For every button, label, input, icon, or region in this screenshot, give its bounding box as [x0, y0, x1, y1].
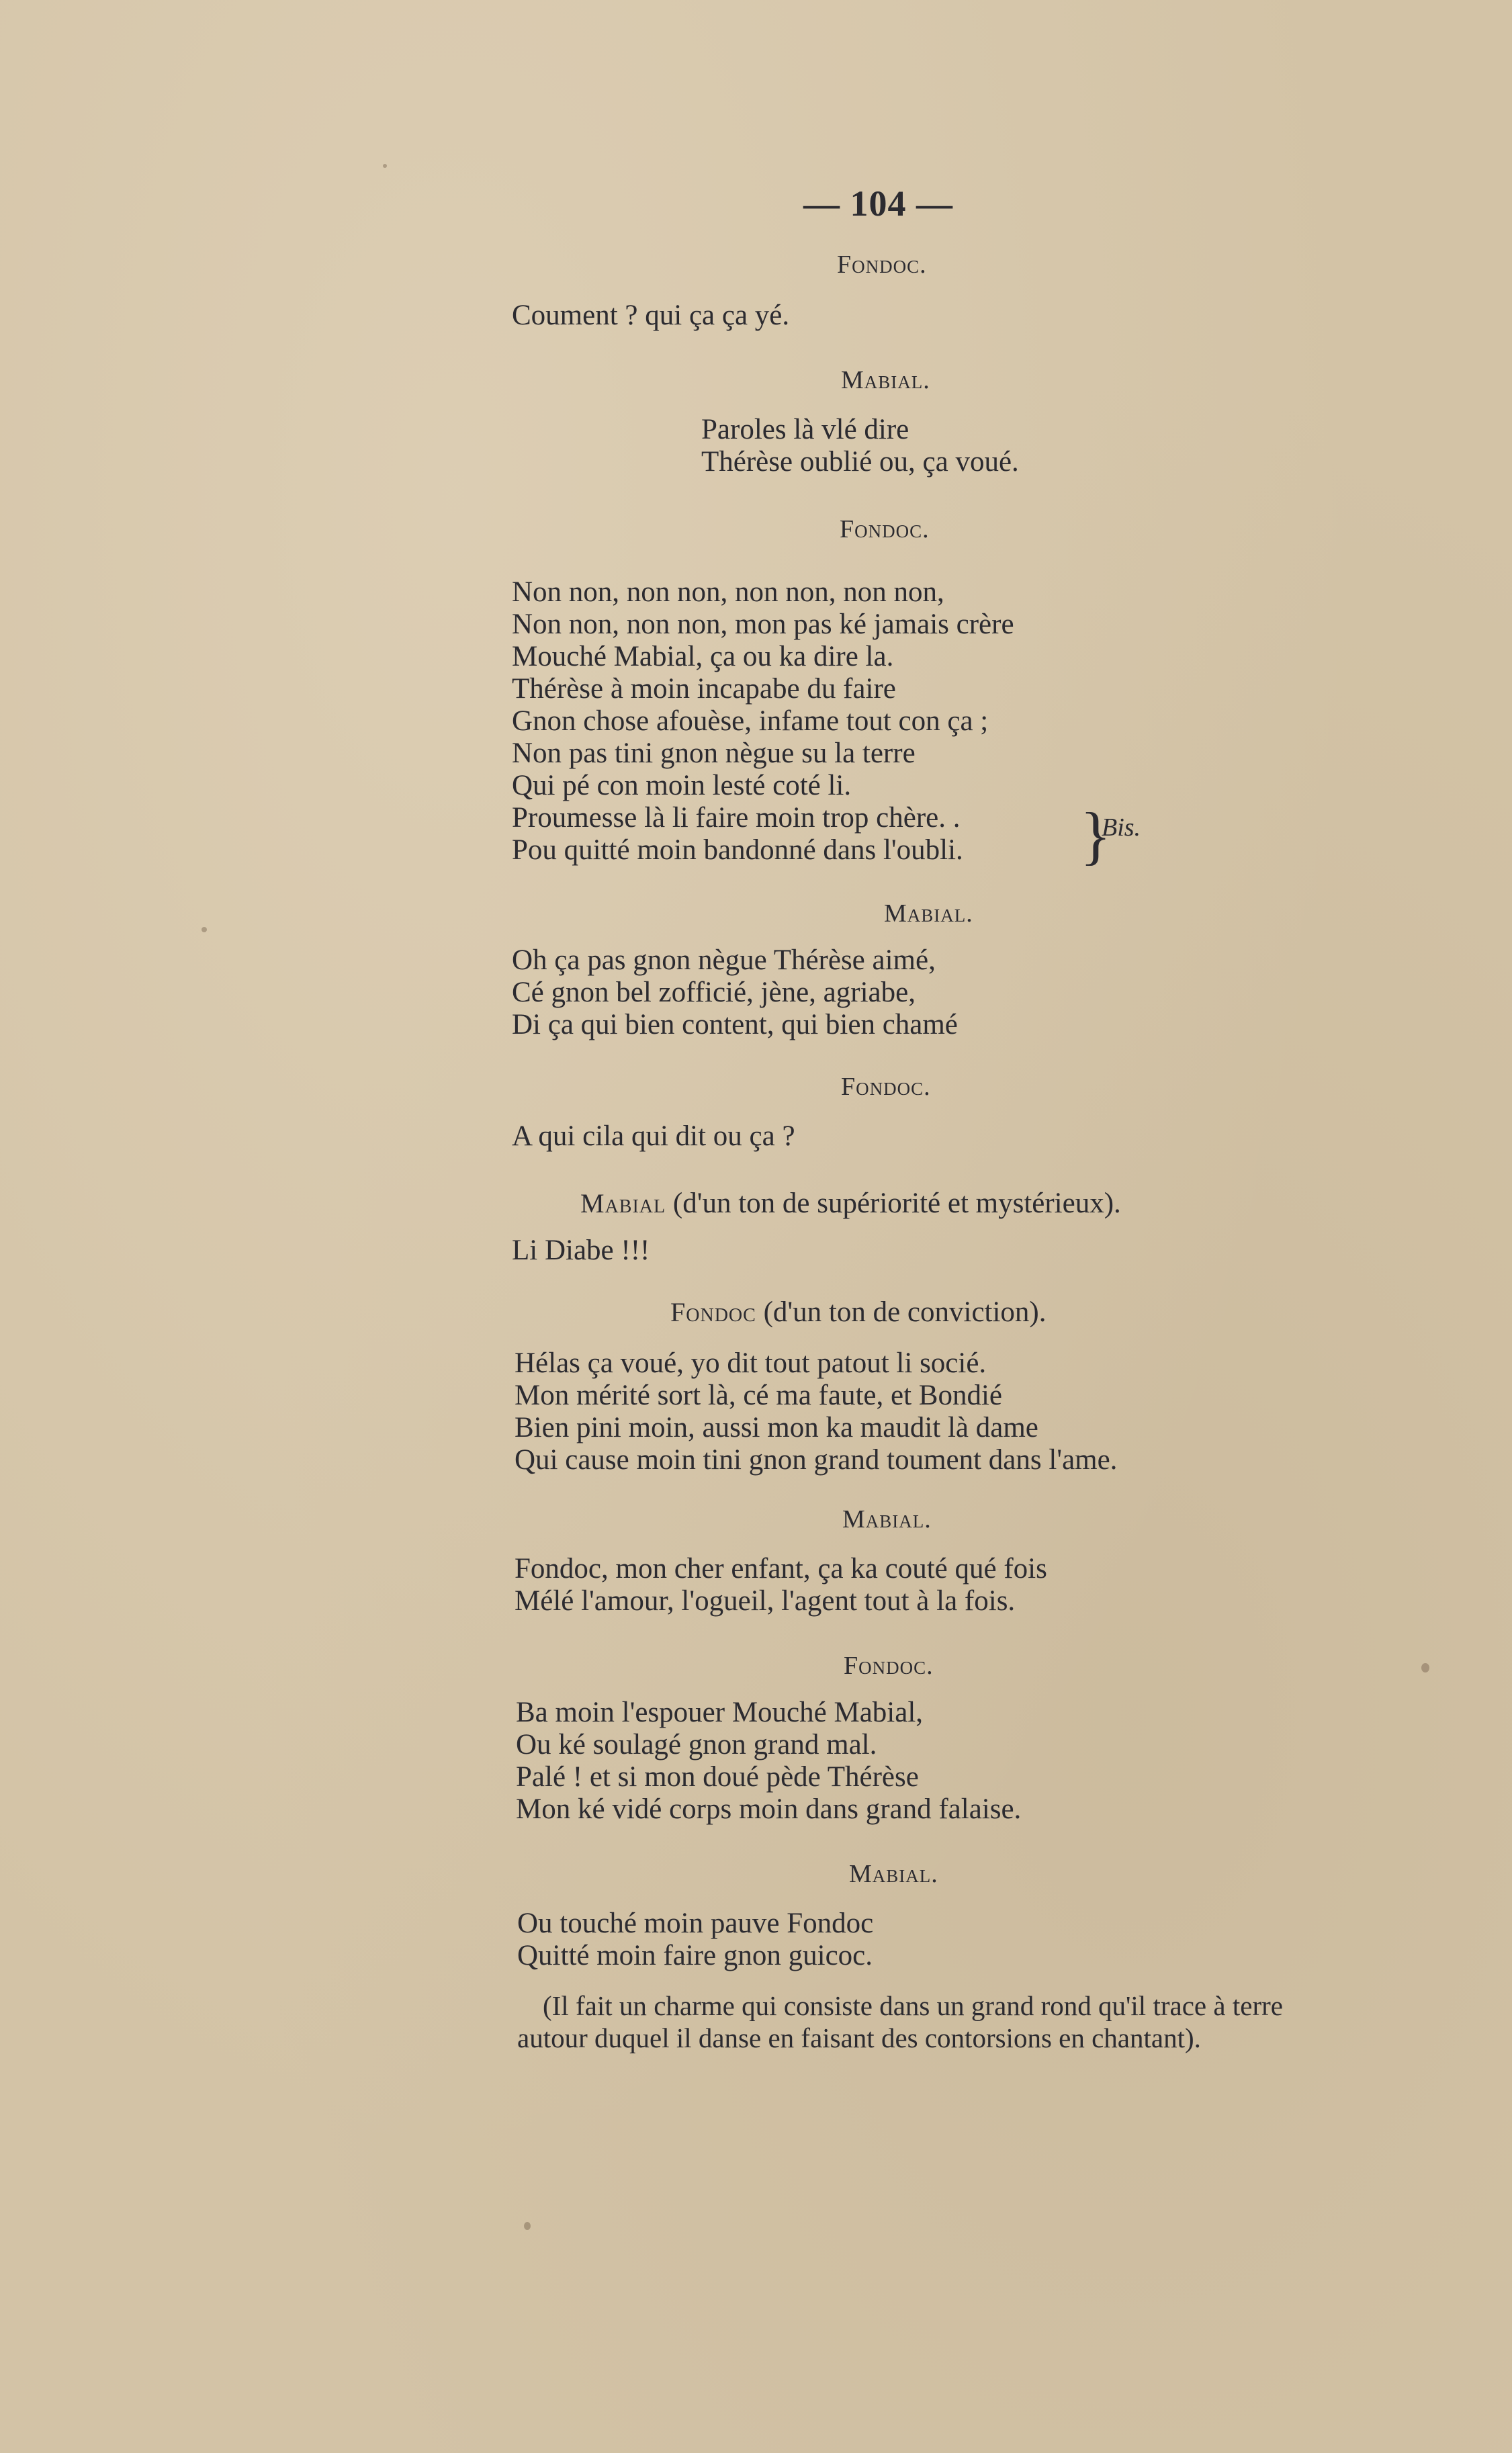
speaker-fondoc: Fondoc. — [841, 1073, 931, 1101]
verse-line: Ou touché moin pauve Fondoc — [517, 1908, 874, 1939]
verse-line: Qui pé con moin lesté coté li. — [512, 770, 852, 801]
verse-line: Li Diabe !!! — [512, 1235, 650, 1266]
page-number: — 104 — — [803, 183, 953, 224]
speaker-fondoc: Fondoc — [670, 1297, 756, 1327]
verse-line: Mélé l'amour, l'ogueil, l'agent tout à la fois. — [515, 1585, 1016, 1617]
speaker-mabial: Mabial. — [884, 899, 973, 928]
verse-line: Mouché Mabial, ça ou ka dire la. — [512, 641, 894, 672]
speaker-mabial: Mabial. — [849, 1860, 938, 1888]
paper-speck — [524, 2222, 531, 2230]
paper-speck — [202, 927, 207, 932]
verse-line: Di ça qui bien content, qui bien chamé — [512, 1009, 958, 1040]
verse-line: Bien pini moin, aussi mon ka maudit là dame — [515, 1412, 1038, 1443]
verse-line: Quitté moin faire gnon guicoc. — [517, 1940, 873, 1971]
verse-line: Non non, non non, non non, non non, — [512, 576, 944, 608]
speaker-mabial: Mabial. — [842, 1505, 932, 1533]
verse-line: Palé ! et si mon doué pède Thérèse — [516, 1761, 919, 1793]
verse-line: A qui cila qui dit ou ça ? — [512, 1120, 795, 1152]
speaker-fondoc: Fondoc. — [840, 515, 930, 543]
verse-line: Paroles là vlé dire — [701, 414, 909, 445]
verse-line: Proumesse là li faire moin trop chère. . — [512, 802, 961, 834]
verse-line: Coument ? qui ça ça yé. — [512, 300, 790, 331]
paper-speck — [383, 164, 387, 168]
verse-line: Ba moin l'espouer Mouché Mabial, — [516, 1697, 924, 1728]
verse-line: Mon mérité sort là, cé ma faute, et Bondié — [515, 1380, 1002, 1411]
verse-line: Thérèse oublié ou, ça voué. — [701, 446, 1019, 478]
speaker-mabial: Mabial. — [841, 366, 930, 394]
verse-line: Thérèse à moin incapabe du faire — [512, 673, 896, 705]
verse-line: Cé gnon bel zofficié, jène, agriabe, — [512, 977, 916, 1008]
stage-note: (d'un ton de conviction). — [763, 1296, 1047, 1328]
verse-line: Non non, non non, mon pas ké jamais crère — [512, 609, 1014, 640]
verse-line: Mon ké vidé corps moin dans grand falaise. — [516, 1793, 1022, 1825]
speaker-fondoc: Fondoc. — [837, 251, 927, 279]
speaker-mabial: Mabial — [580, 1188, 666, 1218]
verse-line: Pou quitté moin bandonné dans l'oubli. — [512, 834, 963, 866]
verse-line: Oh ça pas gnon nègue Thérèse aimé, — [512, 944, 936, 976]
verse-line: Non pas tini gnon nègue su la terre — [512, 738, 916, 769]
speaker-fondoc: Fondoc. — [844, 1652, 934, 1680]
bis-mark: Bis. — [1102, 813, 1141, 842]
paper-speck — [1421, 1663, 1429, 1672]
verse-line: Qui cause moin tini gnon grand toument dans l'ame. — [515, 1444, 1118, 1476]
verse-line: Fondoc, mon cher enfant, ça ka couté qué fois — [515, 1553, 1047, 1585]
verse-line: Hélas ça voué, yo dit tout patout li socié. — [515, 1347, 987, 1379]
speaker-line — [670, 1296, 1047, 1329]
speaker-line — [580, 1188, 1121, 1220]
stage-direction: (Il fait un charme qui consiste dans un grand rond qu'il trace à terre autour duquel il danse en faisant des contorsions en chantant). — [517, 1990, 1283, 2053]
verse-line: Ou ké soulagé gnon grand mal. — [516, 1729, 877, 1760]
verse-line: Gnon chose afouèse, infame tout con ça ; — [512, 705, 989, 737]
repeat-brace: } — [1080, 799, 1112, 871]
stage-note: (d'un ton de supériorité et mystérieux). — [672, 1188, 1121, 1219]
